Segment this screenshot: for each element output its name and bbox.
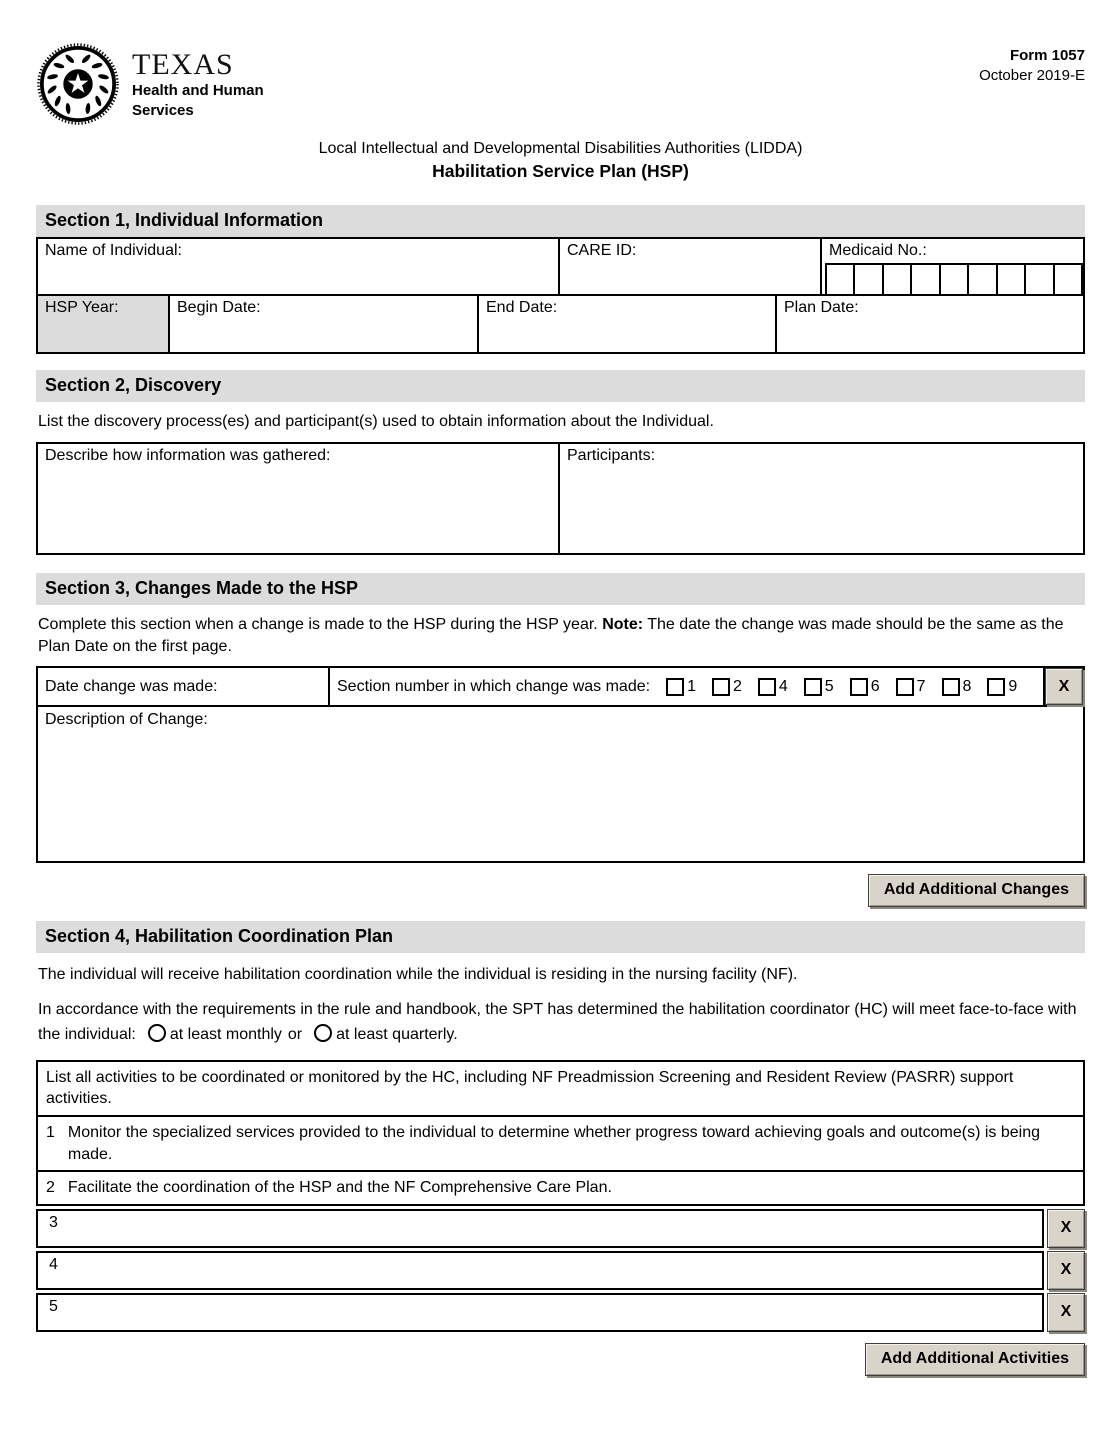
section-5-checkbox-label: 5 xyxy=(824,677,834,695)
date-change-field[interactable] xyxy=(38,668,328,705)
activity-row-1 xyxy=(38,1115,1083,1170)
medicaid-digit-box[interactable] xyxy=(853,265,881,296)
begin-date-label: Begin Date: xyxy=(177,299,261,317)
section2-heading: Section 2, Discovery xyxy=(36,370,1085,402)
section1-heading: Section 1, Individual Information xyxy=(36,205,1085,237)
at-least-monthly-label: at least monthly xyxy=(169,1025,282,1043)
section-8-checkbox-label: 8 xyxy=(962,677,972,695)
delete-activity-4-button[interactable]: X xyxy=(1047,1251,1085,1290)
name-of-individual-field[interactable] xyxy=(38,239,558,296)
medicaid-no-field[interactable] xyxy=(820,239,1083,296)
activity-row-3 xyxy=(36,1209,1085,1248)
at-least-monthly-radio[interactable] xyxy=(148,1024,166,1042)
or-label: or xyxy=(287,1025,303,1043)
delete-activity-3-button[interactable]: X xyxy=(1047,1209,1085,1248)
medicaid-digit-box[interactable] xyxy=(996,265,1024,296)
delete-change-button[interactable]: X xyxy=(1045,668,1083,705)
section3-instruction xyxy=(38,614,1083,659)
form-title-line1: Local Intellectual and Developmental Disabilities Authorities (LIDDA) xyxy=(318,140,803,157)
plan-date-label: Plan Date: xyxy=(784,299,859,317)
medicaid-digit-strip xyxy=(825,263,1083,296)
section1-table xyxy=(36,237,1085,354)
activity-row-4 xyxy=(36,1251,1085,1290)
section-1-checkbox-label: 1 xyxy=(687,677,696,695)
medicaid-digit-box[interactable] xyxy=(939,265,967,296)
section-1-checkbox[interactable] xyxy=(666,678,684,696)
care-id-field[interactable] xyxy=(558,239,820,296)
section4-paragraph1: The individual will receive habilitation coordination while the individual is residing in the nursing facility (NF). xyxy=(38,966,798,984)
medicaid-no-label: Medicaid No.: xyxy=(829,242,927,260)
medicaid-digit-box[interactable] xyxy=(882,265,910,296)
medicaid-digit-box[interactable] xyxy=(967,265,995,296)
section-7-checkbox[interactable] xyxy=(896,678,914,696)
section4-heading: Section 4, Habilitation Coordination Plan xyxy=(36,921,1085,953)
section3-instruction-pre: Complete this section when a change is made to the HSP during the HSP year. xyxy=(38,615,603,633)
medicaid-digit-box[interactable] xyxy=(1053,265,1081,296)
section-8-checkbox[interactable] xyxy=(942,678,960,696)
description-of-change-label: Description of Change: xyxy=(45,711,208,729)
texas-hhs-seal-icon xyxy=(36,42,120,126)
brand-subtitle-line1: Health and Human xyxy=(132,82,264,99)
add-additional-changes-button[interactable]: Add Additional Changes xyxy=(868,874,1085,907)
section-9-checkbox[interactable] xyxy=(987,678,1005,696)
date-change-label: Date change was made: xyxy=(45,677,218,695)
activity-5-field[interactable] xyxy=(36,1293,1044,1332)
section-number-label: Section number in which change was made: xyxy=(337,677,651,695)
section3-note-label: Note: xyxy=(602,615,644,633)
section-7-checkbox-label: 7 xyxy=(916,677,926,695)
section-2-checkbox-label: 2 xyxy=(732,677,742,695)
participants-label: Participants: xyxy=(567,446,656,464)
plan-date-field[interactable] xyxy=(775,296,1083,352)
section-9-checkbox-label: 9 xyxy=(1008,677,1018,695)
section3-heading: Section 3, Changes Made to the HSP xyxy=(36,573,1085,605)
activity-3-field[interactable] xyxy=(36,1209,1044,1248)
form-title xyxy=(36,138,1085,183)
section-2-checkbox[interactable] xyxy=(712,678,730,696)
activity-2-text: Facilitate the coordination of the HSP and the NF Comprehensive Care Plan. xyxy=(67,1179,612,1197)
medicaid-digit-box[interactable] xyxy=(827,265,853,296)
activity-4-number: 4 xyxy=(49,1255,58,1273)
form-date: October 2019-E xyxy=(979,67,1085,85)
brand-subtitle-line2: Services xyxy=(132,101,194,119)
section2-table xyxy=(36,442,1085,555)
begin-date-field[interactable] xyxy=(168,296,477,352)
activities-list-header: List all activities to be coordinated or monitored by the HC, including NF Preadmission Screening and Resident Review (PASRR) support activities. xyxy=(46,1068,1014,1108)
section-5-checkbox[interactable] xyxy=(804,678,822,696)
section-4-checkbox[interactable] xyxy=(758,678,776,696)
name-of-individual-label: Name of Individual: xyxy=(45,242,182,260)
end-date-label: End Date: xyxy=(486,299,558,317)
at-least-quarterly-radio[interactable] xyxy=(314,1024,332,1042)
information-gathered-label: Describe how information was gathered: xyxy=(45,446,331,464)
brand-name: TEXAS xyxy=(132,48,234,81)
form-number: Form 1057 xyxy=(1009,47,1085,64)
information-gathered-field[interactable] xyxy=(38,444,558,553)
activity-4-field[interactable] xyxy=(36,1251,1044,1290)
medicaid-digit-box[interactable] xyxy=(910,265,938,296)
delete-activity-5-button[interactable]: X xyxy=(1047,1293,1085,1332)
section4-paragraph2 xyxy=(38,998,1083,1048)
at-least-quarterly-label: at least quarterly. xyxy=(336,1025,458,1043)
section3-table xyxy=(36,666,1085,863)
end-date-field[interactable] xyxy=(477,296,775,352)
activity-row-5 xyxy=(36,1293,1085,1332)
activity-row-2 xyxy=(38,1170,1083,1204)
activity-5-number: 5 xyxy=(49,1297,58,1315)
section3-instruction-post: The date the change was made should be the same as the Plan Date on the first page. xyxy=(38,615,1064,655)
activity-3-number: 3 xyxy=(49,1213,58,1231)
section2-instruction: List the discovery process(es) and participant(s) used to obtain information about the Individual. xyxy=(38,413,714,431)
section-4-checkbox-label: 4 xyxy=(778,677,788,695)
hsp-year-field[interactable] xyxy=(38,296,168,352)
activity-1-text: Monitor the specialized services provided to the individual to determine whether progress toward achieving goals and outcome(s) is being made. xyxy=(67,1123,1040,1163)
participants-field[interactable] xyxy=(558,444,1083,553)
section-number-cell xyxy=(328,668,1043,705)
texas-hhs-logo xyxy=(36,42,264,126)
activity-1-number: 1 xyxy=(46,1123,55,1141)
section-6-checkbox-label: 6 xyxy=(870,677,880,695)
section4-paragraph2-text: In accordance with the requirements in the rule and handbook, the SPT has determined the habilitation coordinator (HC) will meet face-to-face with the individual: xyxy=(38,1001,1077,1043)
care-id-label: CARE ID: xyxy=(567,242,637,260)
page-header xyxy=(36,42,1085,126)
activities-table xyxy=(36,1060,1085,1206)
activity-2-number: 2 xyxy=(46,1179,55,1197)
form-title-line2: Habilitation Service Plan (HSP) xyxy=(432,160,689,181)
medicaid-digit-box[interactable] xyxy=(1024,265,1052,296)
add-additional-activities-button[interactable]: Add Additional Activities xyxy=(865,1343,1085,1376)
description-of-change-field[interactable] xyxy=(38,705,1083,861)
section-6-checkbox[interactable] xyxy=(850,678,868,696)
hsp-year-label: HSP Year: xyxy=(45,299,119,317)
